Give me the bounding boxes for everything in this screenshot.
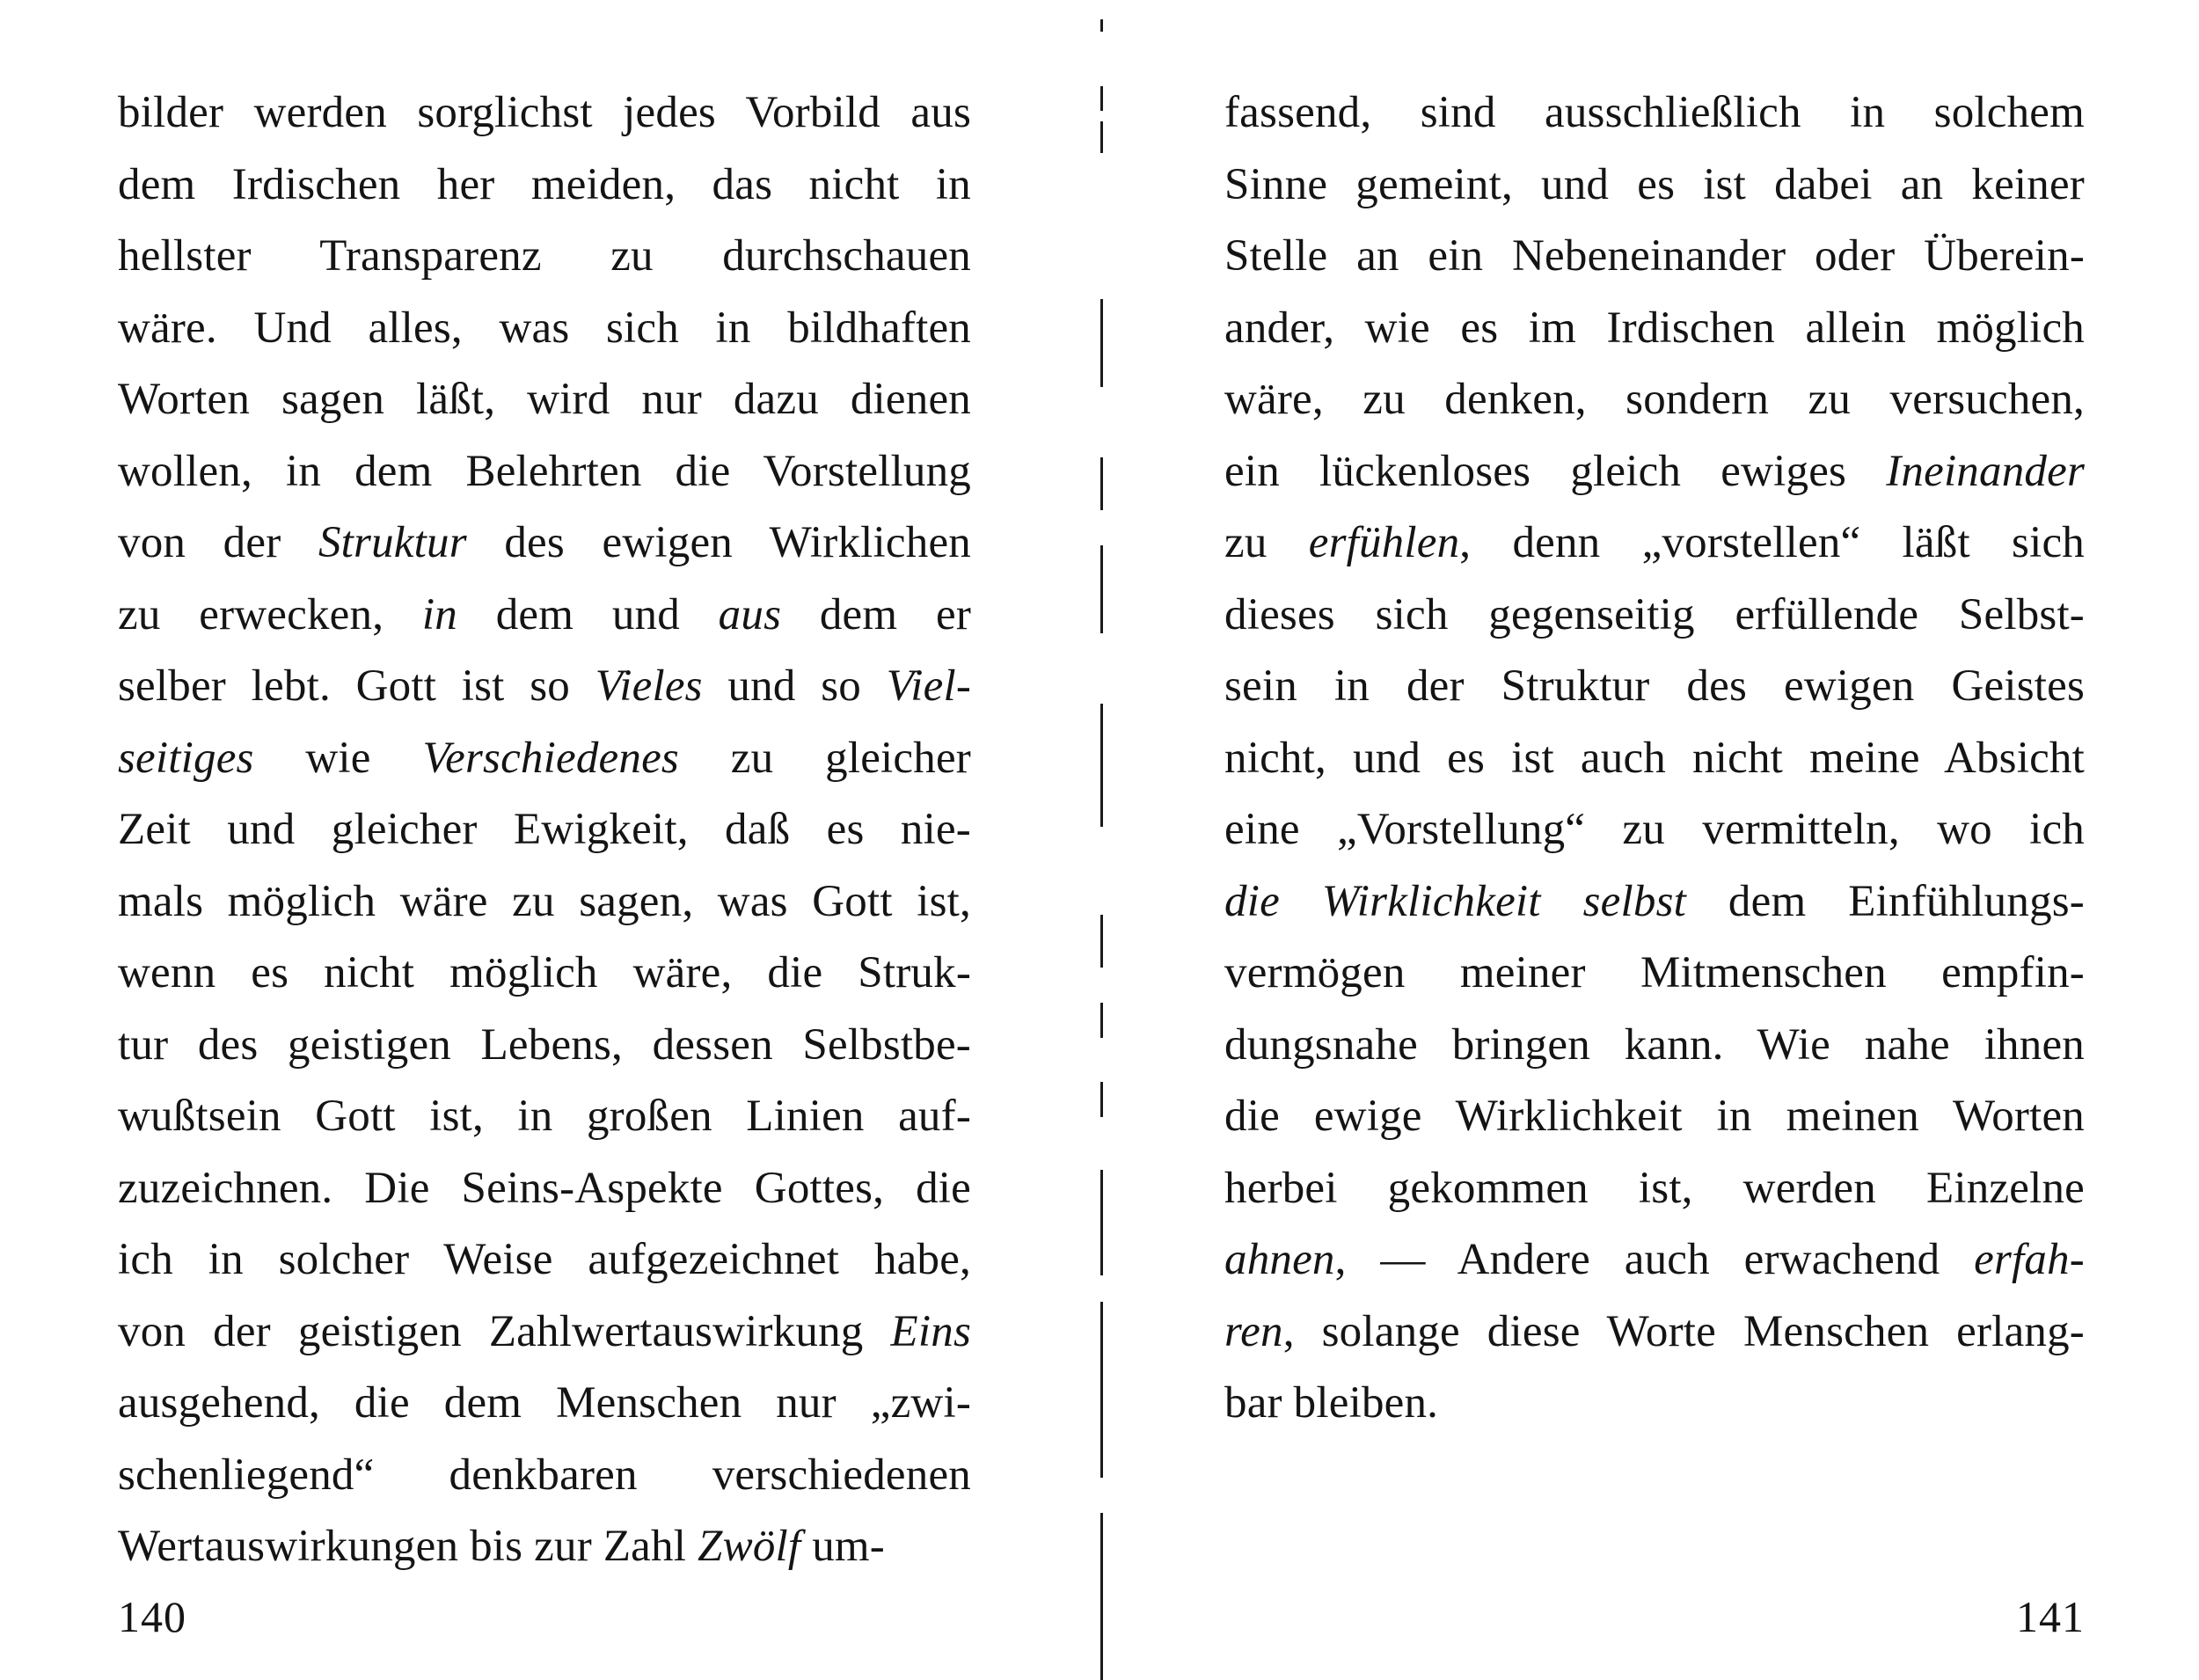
italic-text: aus: [718, 589, 782, 639]
text-run: dieses sich gegenseitig erfüllende Selbst-: [1224, 589, 2085, 639]
text-line: [1224, 1297, 2085, 1369]
text-run: dem Irdischen her meiden, das nicht in: [118, 159, 971, 209]
text-run: wäre, zu denken, sondern zu versuchen,: [1224, 375, 2085, 424]
text-run: mals möglich wäre zu sagen, was Gott ist,: [118, 876, 971, 926]
page-number-right: 141: [2016, 1592, 2085, 1641]
italic-text: Verschiedenes: [422, 733, 679, 783]
text-run: Worten sagen läßt, wird nur dazu dienen: [118, 375, 971, 424]
text-run: hellster Transparenz zu durchschauen: [118, 231, 971, 281]
italic-text: Zwölf: [698, 1522, 801, 1571]
text-line: [1224, 1368, 2085, 1440]
text-line: [1224, 1081, 2085, 1153]
text-run: fassend, sind ausschließlich in solchem: [1224, 88, 2085, 137]
text-run: zu: [1224, 518, 1309, 567]
text-line: [118, 293, 971, 365]
text-line: [1224, 938, 2085, 1010]
text-run: Zeit und gleicher Ewigkeit, daß es nie-: [118, 805, 971, 854]
text-run: bilder werden sorglichst jedes Vorbild aus: [118, 88, 971, 137]
italic-text: erfah-: [1974, 1235, 2085, 1284]
text-line: [1224, 1153, 2085, 1225]
text-line: [1224, 1224, 2085, 1297]
text-line: [1224, 436, 2085, 508]
text-line: [118, 1511, 971, 1583]
text-run: Sinne gemeint, und es ist dabei an keiner: [1224, 159, 2085, 209]
text-run: dungsnahe bringen kann. Wie nahe ihnen: [1224, 1019, 2085, 1070]
text-line: [118, 1153, 971, 1225]
italic-text: Viel-: [886, 661, 972, 711]
left-page-text: [118, 77, 971, 1583]
text-line: [1224, 221, 2085, 293]
text-line: [118, 651, 971, 723]
text-line: [1224, 293, 2085, 365]
text-run: , solange diese Worte Menschen erlang-: [1282, 1306, 2085, 1356]
text-line: [118, 1440, 971, 1512]
text-run: Wertauswirkungen bis zur Zahl: [118, 1522, 698, 1571]
text-line: [1224, 1010, 2085, 1082]
italic-text: in: [421, 589, 457, 639]
text-line: [118, 364, 971, 436]
text-run: , denn „vorstellen“ läßt sich: [1459, 518, 2085, 567]
text-run: herbei gekommen ist, werden Einzelne: [1224, 1163, 2085, 1213]
text-line: [1224, 866, 2085, 939]
text-run: ausgehend, die dem Menschen nur „zwi-: [118, 1378, 971, 1428]
text-line: [118, 1297, 971, 1369]
text-line: [1224, 150, 2085, 222]
text-line: [118, 508, 971, 580]
italic-text: Eins: [890, 1306, 971, 1356]
text-run: zu gleicher: [678, 733, 971, 783]
text-run: vermögen meiner Mitmenschen empfin-: [1224, 948, 2085, 997]
text-run: dem und: [457, 589, 719, 639]
italic-text: ahnen: [1224, 1235, 1335, 1284]
text-run: dem Einfühlungs-: [1685, 876, 2085, 926]
text-run: tur des geistigen Lebens, dessen Selbstbe-: [118, 1019, 971, 1070]
text-line: [1224, 508, 2085, 580]
text-line: [118, 221, 971, 293]
text-run: wie: [253, 733, 423, 783]
text-run: von der geistigen Zahlwertauswirkung: [118, 1306, 891, 1356]
text-line: [118, 1081, 971, 1153]
text-run: Stelle an ein Nebeneinander oder Überein-: [1224, 231, 2085, 281]
text-run: ander, wie es im Irdischen allein möglich: [1224, 303, 2085, 353]
text-run: sein in der Struktur des ewigen Geistes: [1224, 661, 2085, 711]
text-run: ich in solcher Weise aufgezeichnet habe,: [118, 1235, 971, 1284]
text-run: selber lebt. Gott ist so: [118, 661, 595, 711]
italic-text: Vieles: [595, 661, 703, 711]
text-run: , — Andere auch erwachend: [1334, 1235, 1975, 1284]
text-line: [118, 866, 971, 939]
text-line: [1224, 580, 2085, 652]
text-run: und so: [702, 661, 887, 711]
text-line: [1224, 364, 2085, 436]
italic-text: die Wirklichkeit selbst: [1224, 876, 1686, 926]
text-run: zuzeichnen. Die Seins-Aspekte Gottes, die: [118, 1163, 971, 1213]
text-line: [118, 1010, 971, 1082]
text-line: [118, 150, 971, 222]
text-run: wollen, in dem Belehrten die Vorstellung: [118, 446, 971, 496]
text-line: [118, 938, 971, 1010]
page-number-left: 140: [118, 1592, 186, 1641]
text-line: [118, 794, 971, 866]
text-run: von der: [118, 518, 318, 567]
text-line: [118, 77, 971, 150]
text-run: wäre. Und alles, was sich in bildhaften: [118, 303, 971, 353]
text-run: zu erwecken,: [118, 589, 422, 639]
italic-text: Ineinander: [1886, 446, 2085, 496]
text-line: [118, 1224, 971, 1297]
text-run: wußtsein Gott ist, in großen Linien auf-: [118, 1092, 971, 1141]
text-run: dem er: [781, 589, 971, 639]
text-line: [118, 436, 971, 508]
italic-text: Struktur: [318, 518, 467, 567]
text-line: [118, 580, 971, 652]
gutter-line: [1100, 0, 1103, 1680]
text-line: [1224, 77, 2085, 150]
text-line: [1224, 723, 2085, 795]
text-line: [1224, 794, 2085, 866]
text-run: die ewige Wirklichkeit in meinen Worten: [1224, 1092, 2085, 1141]
text-run: bar bleiben.: [1224, 1378, 1439, 1428]
text-run: eine „Vorstellung“ zu vermitteln, wo ich: [1224, 805, 2085, 854]
text-run: ein lückenloses gleich ewiges: [1224, 446, 1887, 496]
text-run: des ewigen Wirklichen: [466, 518, 971, 567]
text-line: [118, 1368, 971, 1440]
text-run: schenliegend“ denkbaren verschiedenen: [118, 1450, 971, 1500]
text-run: um-: [800, 1522, 885, 1571]
italic-text: seitiges: [118, 733, 254, 783]
text-line: [118, 723, 971, 795]
italic-text: erfühlen: [1308, 518, 1460, 567]
italic-text: ren: [1224, 1306, 1283, 1356]
text-run: nicht, und es ist auch nicht meine Absicht: [1224, 733, 2085, 783]
text-run: wenn es nicht möglich wäre, die Struk-: [118, 948, 971, 997]
text-line: [1224, 651, 2085, 723]
right-page-text: [1224, 77, 2085, 1440]
